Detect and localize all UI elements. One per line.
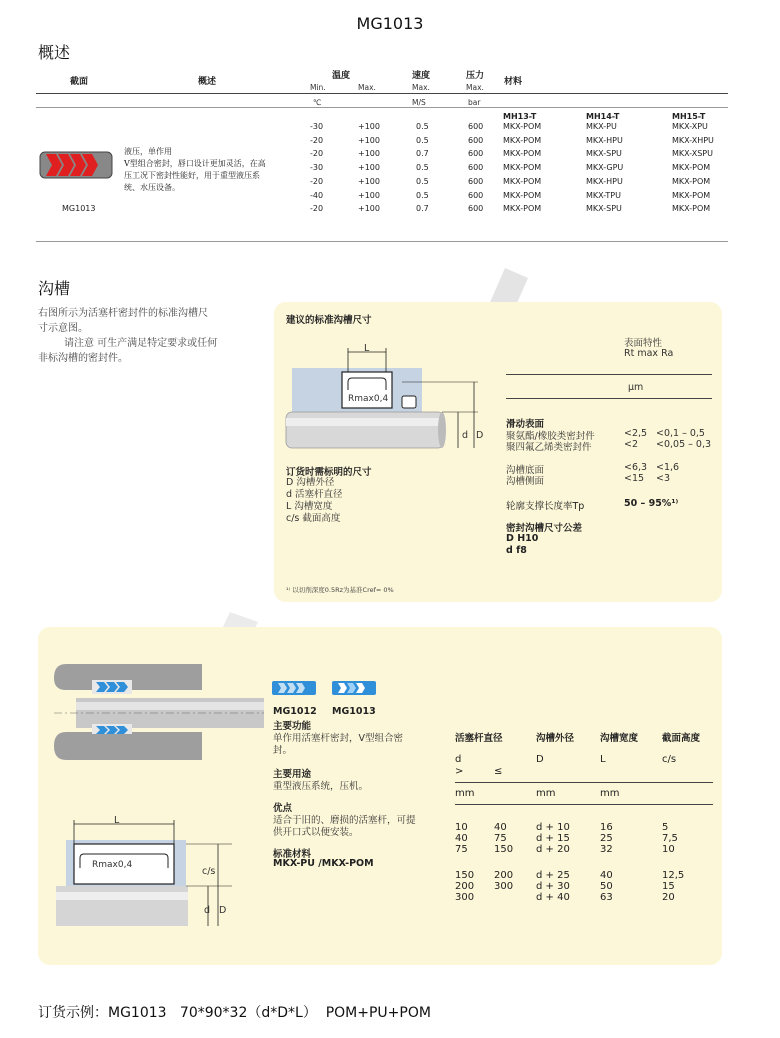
overview-cell-pressure: 600 <box>468 176 484 186</box>
divider <box>455 804 713 805</box>
overview-cell-m2: MKX-HPU <box>586 176 623 186</box>
overview-cell-m1: MKX-POM <box>503 190 542 200</box>
desc-line: 统、水压设备。 <box>124 183 180 192</box>
surface-cell-ra: <0,1 – 0,5 <box>656 428 705 439</box>
overview-cell-min: -20 <box>310 149 324 159</box>
drawing2-label-D: D <box>219 905 227 916</box>
footnote: ¹⁾ 以切削深度0.5Rz为基准Cref= 0% <box>286 586 394 594</box>
unit-pressure: bar <box>468 98 481 107</box>
desc-line: V型组合密封，唇口设计更加灵活，在高 <box>124 159 266 168</box>
overview-cell-max: +100 <box>358 135 380 145</box>
overview-cell-m2: MKX-TPU <box>586 190 621 200</box>
overview-cell-speed: 0.5 <box>416 190 429 200</box>
groove-heading: 沟槽 <box>38 279 71 298</box>
desc-line: 压工况下密封性能好，用于重型液压系 <box>124 171 260 180</box>
col-width-header: 沟槽宽度 <box>600 733 639 744</box>
dimension-cell-cs: 10 <box>662 844 675 855</box>
intro-line: 非标沟槽的密封件。 <box>38 353 128 364</box>
dimension-cell-L: 40 <box>600 870 613 881</box>
overview-cell-m3: MKX-XPU <box>672 122 708 131</box>
surface-cell-rt: <15 <box>624 473 645 484</box>
document-title: MG1013 <box>356 14 424 33</box>
surface-cell-ra: <3 <box>656 473 671 484</box>
overview-cell-max: +100 <box>358 122 380 131</box>
sym-gt: > <box>455 766 464 777</box>
overview-cell-m3: MKX-POM <box>672 190 711 200</box>
material-header-3: MH15-T <box>672 112 706 121</box>
overview-cell-m3: MKX-XHPU <box>672 135 714 145</box>
overview-cell-max: +100 <box>358 190 380 200</box>
overview-cell-min: -40 <box>310 190 324 200</box>
overview-cell-min: -30 <box>310 163 324 173</box>
overview-cell-max: +100 <box>358 204 380 214</box>
overview-cell-m3: MKX-POM <box>672 176 711 186</box>
overview-cell-max: +100 <box>358 163 380 173</box>
unit-speed: M/S <box>412 98 426 107</box>
desc-line: 液压，单作用 <box>124 147 172 156</box>
sliding-title: 滑动表面 <box>506 419 545 430</box>
overview-cell-speed: 0.5 <box>416 135 429 145</box>
overview-heading: 概述 <box>38 43 71 62</box>
surface-cell-ra: <0,05 – 0,3 <box>656 439 712 450</box>
speed-max-label: Max. <box>412 83 430 92</box>
groove-label-rmax: Rmax0,4 <box>348 394 389 404</box>
surface-cell-label: 沟槽底面 <box>506 465 545 476</box>
tp-label: 轮廓支撑长度率Tp <box>506 501 585 512</box>
overview-cell-pressure: 600 <box>468 190 484 200</box>
groove-label-D: D <box>476 430 484 441</box>
overview-cell-pressure: 600 <box>468 163 484 173</box>
product-icon-mg1012 <box>272 680 316 696</box>
overview-cell-m1: MKX-POM <box>503 135 542 145</box>
dimension-cell-gt: 10 <box>455 822 468 833</box>
order-dims-list <box>286 477 343 525</box>
col-temp-header: 温度 <box>332 71 351 81</box>
mat-title: 标准材料 <box>273 849 312 860</box>
overview-cell-m1: MKX-POM <box>503 163 542 173</box>
temp-min-label: Min. <box>310 83 326 92</box>
unit-mm: mm <box>455 788 475 799</box>
sym-L: L <box>600 754 606 765</box>
divider <box>455 782 713 783</box>
divider <box>36 241 728 242</box>
dimension-cell-le: 40 <box>494 822 507 833</box>
order-dims-title: 订货时需标明的尺寸 <box>286 467 372 478</box>
assembly-drawing <box>52 660 264 764</box>
overview-cell-speed: 0.5 <box>416 176 429 186</box>
overview-cell-pressure: 600 <box>468 135 484 145</box>
sym-le: ≤ <box>494 766 503 777</box>
groove-label-d: d <box>462 430 469 441</box>
dimension-cell-L: 32 <box>600 844 613 855</box>
col-rod-header: 活塞杆直径 <box>455 733 503 744</box>
surface-subtitle: Rt max Ra <box>624 348 674 359</box>
dimension-cell-L: 16 <box>600 822 613 833</box>
col-height-header: 截面高度 <box>662 733 701 744</box>
order-dim-item: L 沟槽宽度 <box>286 501 333 512</box>
dimension-cell-le: 150 <box>494 844 514 855</box>
tolerance-D: D H10 <box>506 533 539 544</box>
unit-um: μm <box>628 382 644 393</box>
col-speed-header: 速度 <box>412 71 431 81</box>
overview-cell-m1: MKX-POM <box>503 204 542 214</box>
material-header-1: MH13-T <box>503 112 537 121</box>
dimension-cell-D: d + 10 <box>536 822 570 833</box>
surface-cell-rt: <2 <box>624 439 639 450</box>
intro-line: 请注意 可生产满足特定要求或任何 <box>64 338 218 349</box>
adv-line: 适合于旧的、磨损的活塞杆，可提 <box>273 815 416 826</box>
surface-title: 表面特性 <box>624 338 663 349</box>
product-2-name: MG1013 <box>332 706 376 717</box>
overview-cell-speed: 0.5 <box>416 122 429 131</box>
temp-max-label: Max. <box>358 83 376 92</box>
dimension-cell-cs: 20 <box>662 892 675 903</box>
unit-temp: ℃ <box>313 98 322 107</box>
order-dim-item: c/s 截面高度 <box>286 513 341 524</box>
overview-cell-speed: 0.7 <box>416 204 429 214</box>
unit-mm: mm <box>536 788 556 799</box>
overview-cell-m1: MKX-POM <box>503 149 542 159</box>
dimension-cell-cs: 5 <box>662 822 669 833</box>
overview-cell-pressure: 600 <box>468 204 484 214</box>
overview-cell-m2: MKX-SPU <box>586 149 622 159</box>
col-desc-header: 概述 <box>198 77 217 87</box>
mat-line: MKX-PU /MKX-POM <box>273 858 374 869</box>
divider <box>506 398 712 399</box>
pressure-max-label: Max. <box>466 83 484 92</box>
dimension-cell-D: d + 30 <box>536 881 570 892</box>
dimension-cell-L: 50 <box>600 881 613 892</box>
overview-cell-speed: 0.7 <box>416 149 429 159</box>
dimension-cell-cs: 15 <box>662 881 675 892</box>
overview-cell-m2: MKX-SPU <box>586 204 622 214</box>
surface-cell-rt: <6,3 <box>624 462 648 473</box>
col-material-header: 材料 <box>504 77 523 87</box>
use-line: 重型液压系统，压机。 <box>273 781 369 792</box>
product-1-name: MG1012 <box>273 706 317 717</box>
overview-cell-m2: MKX-HPU <box>586 135 623 145</box>
sym-D: D <box>536 754 544 765</box>
overview-cell-max: +100 <box>358 176 380 186</box>
sym-cs: c/s <box>662 754 677 765</box>
dimension-cell-D: d + 15 <box>536 833 570 844</box>
overview-cell-speed: 0.5 <box>416 163 429 173</box>
order-example: 订货示例：MG1013 70*90*32（d*D*L） POM+PU+POM <box>38 1005 431 1021</box>
intro-line: 寸示意图。 <box>38 323 88 334</box>
overview-cell-m1: MKX-POM <box>503 176 542 186</box>
overview-cell-pressure: 600 <box>468 149 484 159</box>
dimension-cell-le: 75 <box>494 833 507 844</box>
dimension-cell-gt: 150 <box>455 870 475 881</box>
groove-intro <box>38 306 217 366</box>
dimension-cell-L: 63 <box>600 892 613 903</box>
dimension-cell-le: 200 <box>494 870 514 881</box>
drawing2-label-d: d <box>204 905 211 916</box>
overview-cell-min: -20 <box>310 176 324 186</box>
adv-line: 供开口式以便安装。 <box>273 827 359 838</box>
surface-cell-ra: <1,6 <box>656 462 680 473</box>
tolerance-title: 密封沟槽尺寸公差 <box>506 523 583 534</box>
intro-line: 右图所示为活塞杆密封件的标准沟槽尺 <box>38 308 208 319</box>
func-line: 封。 <box>273 745 293 756</box>
dimension-cell-L: 25 <box>600 833 613 844</box>
drawing2-label-L: L <box>114 815 120 826</box>
surface-cell-label: 聚四氟乙烯类密封件 <box>506 442 592 453</box>
drawing2-label-cs: c/s <box>202 866 216 877</box>
col-outer-header: 沟槽外径 <box>536 733 575 744</box>
overview-cell-m3: MKX-POM <box>672 163 711 173</box>
drawing2-label-rmax: Rmax0,4 <box>92 860 133 870</box>
col-pressure-header: 压力 <box>466 71 485 81</box>
unit-mm: mm <box>600 788 620 799</box>
dimension-cell-gt: 40 <box>455 833 468 844</box>
sym-d: d <box>455 754 462 765</box>
dimension-cell-D: d + 20 <box>536 844 570 855</box>
col-section-header: 截面 <box>70 77 89 87</box>
overview-cell-min: -20 <box>310 135 324 145</box>
func-title: 主要功能 <box>273 721 312 732</box>
overview-cell-m3: MKX-XSPU <box>672 149 713 159</box>
overview-cell-min: -20 <box>310 204 324 214</box>
divider <box>36 107 728 108</box>
dimension-cell-cs: 12,5 <box>662 870 685 881</box>
dimension-cell-le: 300 <box>494 881 514 892</box>
adv-title: 优点 <box>273 803 293 814</box>
overview-cell-m2: MKX-GPU <box>586 163 624 173</box>
material-header-2: MH14-T <box>586 112 620 121</box>
order-dim-item: d 活塞杆直径 <box>286 489 343 500</box>
overview-cell-pressure: 600 <box>468 122 484 131</box>
surface-cell-label: 沟槽侧面 <box>506 476 545 487</box>
overview-cell-m2: MKX-PU <box>586 122 617 131</box>
dimension-cell-cs: 7,5 <box>662 833 678 844</box>
tolerance-d: d f8 <box>506 545 527 556</box>
dimension-cell-D: d + 25 <box>536 870 570 881</box>
panel-title: 建议的标准沟槽尺寸 <box>286 315 372 326</box>
surface-cell-label: 聚氨酯/橡胶类密封件 <box>506 431 595 442</box>
tp-value: 50 – 95%¹⁾ <box>624 498 679 509</box>
overview-cell-max: +100 <box>358 149 380 159</box>
surface-cell-rt: <2,5 <box>624 428 648 439</box>
func-line: 单作用活塞杆密封，V型组合密 <box>273 733 403 744</box>
overview-description <box>124 146 266 194</box>
order-dim-item: D 沟槽外径 <box>286 477 335 488</box>
dimension-cell-gt: 75 <box>455 844 468 855</box>
divider <box>36 93 728 94</box>
product-icon-mg1013 <box>332 680 376 696</box>
overview-cell-m3: MKX-POM <box>672 204 711 214</box>
section-caption: MG1013 <box>62 204 96 213</box>
divider <box>506 374 712 375</box>
overview-cell-m1: MKX-POM <box>503 122 542 131</box>
dimension-cell-D: d + 40 <box>536 892 570 903</box>
groove-label-L: L <box>364 343 370 354</box>
overview-cell-min: -30 <box>310 122 324 131</box>
dimension-cell-gt: 300 <box>455 892 475 903</box>
seal-profile-icon <box>38 148 114 182</box>
dimension-cell-gt: 200 <box>455 881 475 892</box>
use-title: 主要用途 <box>273 769 312 780</box>
